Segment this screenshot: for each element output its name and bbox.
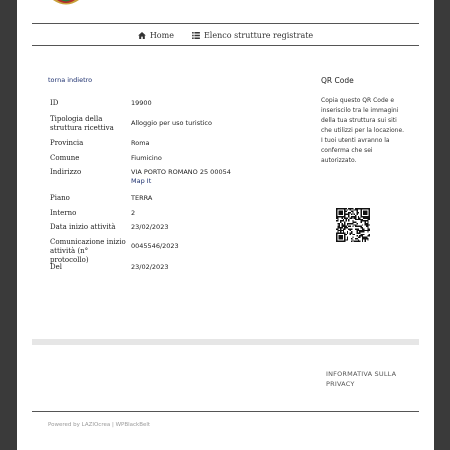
main-nav <box>17 25 434 45</box>
list-icon <box>192 32 200 39</box>
footer-band <box>32 339 419 345</box>
detail-label: Comunicazione inizio attività (n° protocollo) <box>50 238 126 264</box>
detail-value: 23/02/2023 <box>131 263 169 271</box>
detail-value: Roma <box>131 139 150 147</box>
footer-rule <box>32 411 419 412</box>
detail-label: Piano <box>50 194 70 202</box>
detail-label: Provincia <box>50 139 84 147</box>
nav-top-rule <box>32 23 419 24</box>
nav-home[interactable] <box>138 31 174 40</box>
detail-value: Alloggio per uso turistico <box>131 119 212 127</box>
nav-bottom-rule <box>32 45 419 46</box>
detail-value <box>131 168 281 186</box>
home-icon <box>138 32 146 39</box>
privacy-link[interactable]: INFORMATIVA SULLA PRIVACY <box>326 370 397 388</box>
detail-value: 2 <box>131 209 136 217</box>
detail-value: 19900 <box>131 99 152 107</box>
detail-value: Fiumicino <box>131 154 162 162</box>
detail-label: Tipologia della struttura ricettiva <box>50 115 114 132</box>
nav-home-label: Home <box>149 30 174 40</box>
detail-label: Data inizio attività <box>50 223 116 231</box>
detail-value: TERRA <box>131 194 153 202</box>
detail-label: Comune <box>50 154 80 162</box>
detail-label: ID <box>50 99 59 107</box>
qr-title: QR Code <box>321 76 354 85</box>
back-link[interactable]: torna indietro <box>48 76 93 84</box>
region-logo-icon <box>51 0 81 6</box>
detail-value: 0045546/2023 <box>131 242 179 250</box>
detail-value: 23/02/2023 <box>131 223 169 231</box>
address-text: VIA PORTO ROMANO 25 00054 <box>131 168 231 176</box>
qr-code-icon <box>336 208 370 242</box>
footer-credits: Powered by LAZIOcrea | WPBlackBelt <box>48 422 151 428</box>
detail-label: Interno <box>50 209 77 217</box>
map-it-link[interactable]: Map It <box>131 177 152 185</box>
qr-description: Copia questo QR Code e inseriscilo tra le immagini della tua struttura sui siti che utilizzi per la locazione. I tuoi utenti avranno la conferma che sei autorizzato. <box>321 97 405 164</box>
detail-label: Del <box>50 263 62 271</box>
detail-label: Indirizzo <box>50 168 82 176</box>
nav-registered-list-label: Elenco strutture registrate <box>203 30 314 40</box>
nav-registered-list[interactable] <box>192 31 313 40</box>
page <box>17 0 434 450</box>
